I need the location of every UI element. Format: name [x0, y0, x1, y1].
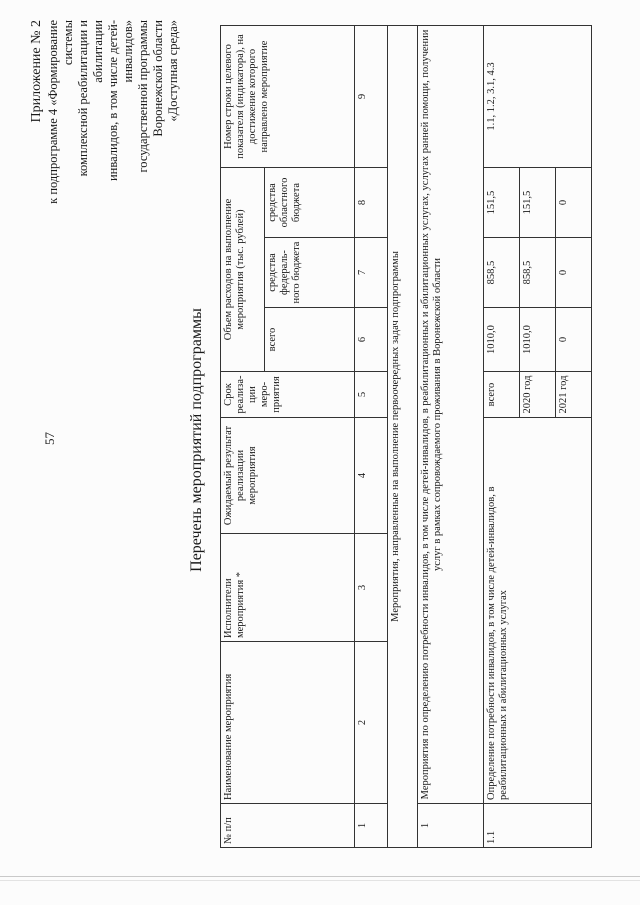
item-name: Определение потребности инвалидов, в том числе детей-инвалидов, в реабилитационных и абилитационных услугах [483, 418, 591, 804]
header-executors: Исполнители мероприятия * [221, 534, 355, 642]
col-number: 8 [354, 167, 387, 237]
col-number: 6 [354, 308, 387, 372]
item-term: 2021 год [555, 372, 591, 418]
appendix-line: комплексной реабилитации и абилитации [76, 20, 105, 177]
col-number: 2 [354, 642, 387, 804]
header-volume: Объем расходов на выполнение мероприятия (тыс. рублей) [221, 167, 265, 371]
header-name: Наименование мероприятия [221, 642, 355, 804]
item-term: 2020 год [519, 372, 555, 418]
appendix-line: Приложение № 2 [29, 20, 44, 123]
col-number: 3 [354, 534, 387, 642]
header-result: Ожидаемый результат реализации мероприятия [221, 418, 355, 534]
item-regional: 151,5 [519, 167, 555, 237]
header-term: Срок реализа-ции меро-приятия [221, 372, 355, 418]
item-row [483, 25, 519, 847]
header-row [221, 25, 265, 847]
col-number: 7 [354, 238, 387, 308]
activities-table [220, 25, 592, 848]
appendix-line: к подпрограмме 4 «Формирование системы [46, 20, 75, 204]
item-federal: 858,5 [519, 238, 555, 308]
item-num: 1.1 [483, 804, 591, 848]
appendix-header [28, 20, 181, 220]
header-num: № п/п [221, 804, 355, 848]
col-number: 1 [354, 804, 387, 848]
header-total: всего [264, 308, 354, 372]
rotated-page [20, 10, 620, 870]
item-term: всего [483, 372, 519, 418]
scan-edge-line-2 [0, 880, 640, 881]
item-indicator: 1.1, 1.2, 3.1, 4.3 [483, 25, 591, 167]
item-federal: 858,5 [483, 238, 519, 308]
item-total: 0 [555, 308, 591, 372]
item-regional: 0 [555, 167, 591, 237]
column-numbers-row [354, 25, 387, 847]
item-federal: 0 [555, 238, 591, 308]
header-regional: средства областного бюджета [264, 167, 354, 237]
section-row [387, 25, 417, 847]
appendix-line: «Доступная среда» [166, 20, 180, 122]
group-row [417, 25, 483, 847]
appendix-line: государственной программы Воронежской области [136, 20, 165, 173]
item-total: 1010,0 [519, 308, 555, 372]
appendix-line: инвалидов, в том числе детей-инвалидов» [106, 20, 135, 182]
document-title: Перечень мероприятий подпрограммы [188, 308, 205, 572]
scan-edge-line [0, 876, 640, 877]
item-regional: 151,5 [483, 167, 519, 237]
col-number: 5 [354, 372, 387, 418]
item-total: 1010,0 [483, 308, 519, 372]
page-number: 57 [42, 432, 57, 445]
group-text: Мероприятия по определению потребности инвалидов, в том числе детей-инвалидов, в реабилитационных и абилитационных услугах, услугах ранней помощи, получении услуг в рамках сопровождаемого проживания в Воронежской области [417, 25, 483, 803]
group-num: 1 [417, 804, 483, 848]
section-title: Мероприятия, направленные на выполнение первоочередных задач подпрограммы [387, 25, 417, 847]
col-number: 4 [354, 418, 387, 534]
header-indicator: Номер строки целевого показателя (индикатора), на достижение которого направлено мероприятие [221, 25, 355, 167]
col-number: 9 [354, 25, 387, 167]
header-federal: средства федераль-ного бюджета [264, 238, 354, 308]
